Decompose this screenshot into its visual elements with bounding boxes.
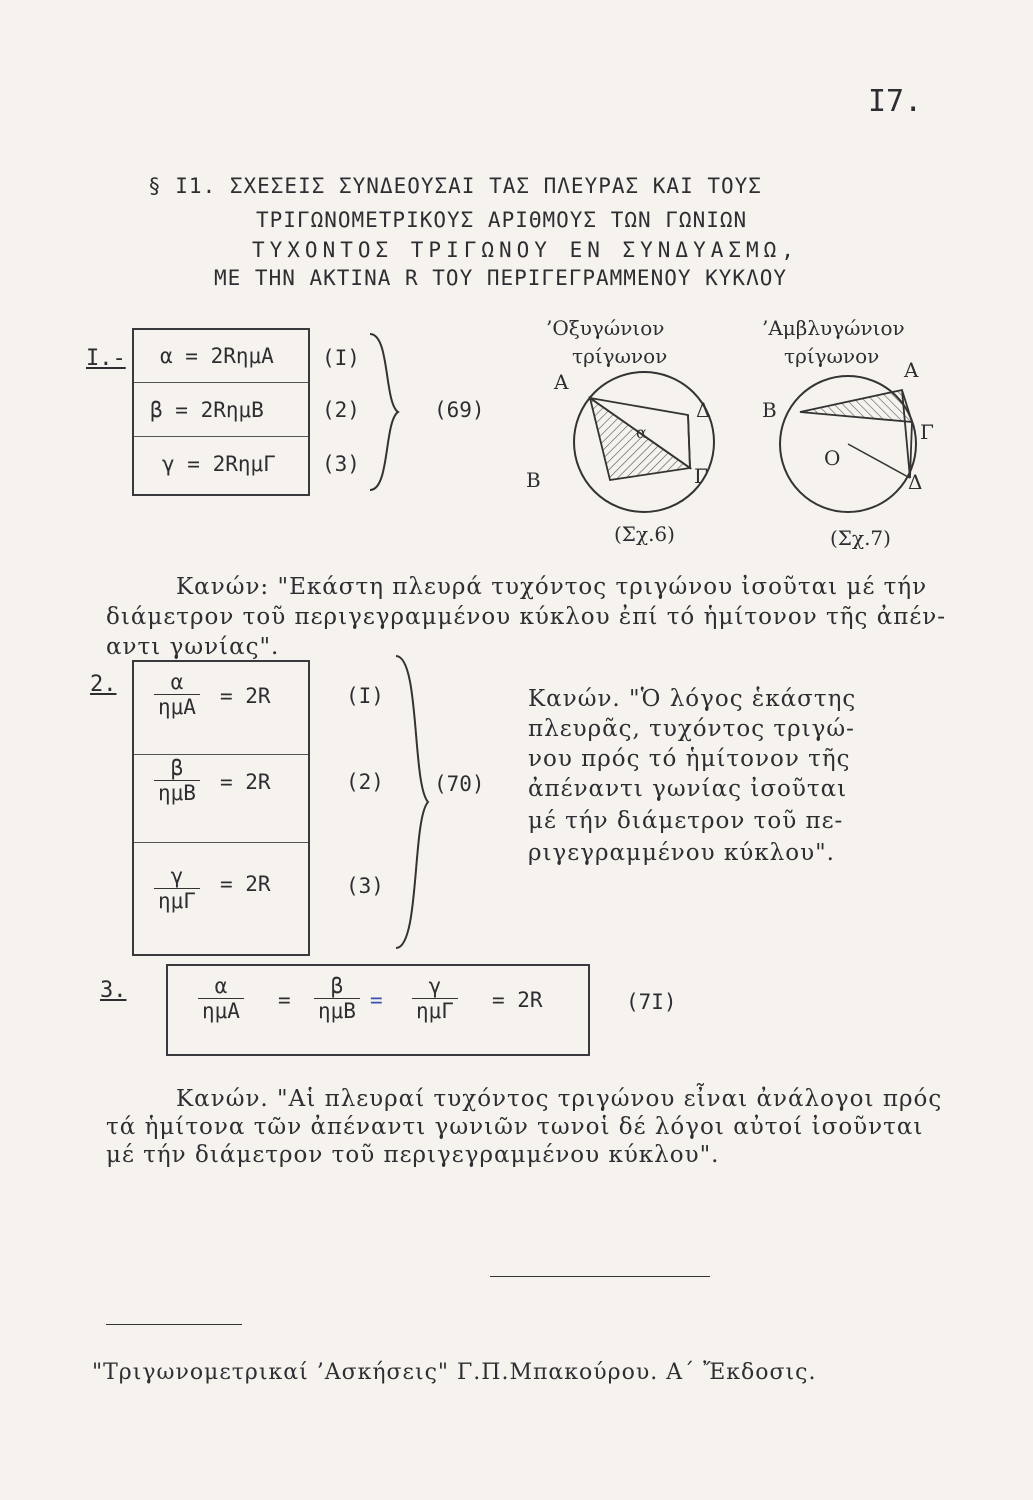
figure-6-caption: (Σχ.6) [614, 522, 675, 546]
figure-6-acute-triangle [540, 360, 740, 530]
section-3-equals-1: = [278, 988, 291, 1012]
obtuse-caption-2: τρίγωνον [784, 344, 880, 368]
obtuse-caption-1: ’Αμβλυγώνιον [762, 316, 905, 340]
section-3-fraction-g-numerator: γ [412, 974, 458, 999]
section-3-rhs: = 2R [492, 988, 543, 1012]
section-2-fraction-2-numerator: β [154, 756, 200, 781]
heading-line-3: ΤΥΧΟΝΤΟΣ ΤΡΙΓΩΝΟΥ ΕΝ ΣΥΝΔΥΑΣΜΩ, [252, 238, 799, 262]
heading-line-1: § I1. ΣΧΕΣΕΙΣ ΣΥΝΔΕΟΥΣΑΙ ΤΑΣ ΠΛΕΥΡΑΣ ΚΑΙ ΤΟΥΣ [148, 174, 762, 198]
section-2-brace [394, 654, 434, 954]
rule-1-line-1: Κανών: "Εκάστη πλευρά τυχόντος τριγώνου ἰσοῦται μέ τήν [176, 574, 928, 600]
figure-7-label-A: Α [904, 358, 919, 382]
section-3-fraction-a [198, 974, 244, 1023]
section-1-group-number: (69) [434, 398, 485, 422]
section-1-eq-1: α = 2RημΑ [160, 344, 274, 368]
rule-3-line-2: τά ἡμίτονα τῶν ἀπέναντι γωνιῶν τωνοἱ δέ λόγοι αὐτοί ἰσοῦνται [106, 1114, 924, 1140]
section-1-number-3: (3) [322, 452, 360, 476]
acute-caption-1: ’Οξυγώνιον [546, 316, 665, 340]
figure-6-label-A: Α [554, 370, 569, 394]
section-1-number-2: (2) [322, 398, 360, 422]
section-1-number-1: (I) [322, 346, 360, 370]
section-2-group-number: (70) [434, 772, 485, 796]
section-2-fraction-2 [154, 756, 200, 805]
heading-line-4: ΜΕ ΤΗΝ ΑΚΤΙΝΑ R ΤΟΥ ΠΕΡΙΓΕΓΡΑΜΜΕΝΟΥ ΚΥΚΛΟΥ [214, 266, 788, 290]
figure-7-label-B: Β [762, 398, 777, 422]
rule-2-line-4: ἀπέναντι γωνίας ἰσοῦται [528, 776, 848, 802]
section-3-equals-2: = [370, 988, 383, 1012]
section-3-label: 3. [100, 978, 127, 1003]
heading-line-2: ΤΡΙΓΩΝΟΜΕΤΡΙΚΟΥΣ ΑΡΙΘΜΟΥΣ ΤΩΝ ΓΩΝΙΩΝ [256, 208, 748, 232]
section-3-fraction-a-denominator: ημΑ [202, 999, 240, 1023]
rule-2-line-2: πλευρᾶς, τυχόντος τριγώ- [528, 716, 855, 742]
rule-2-line-5: μέ τήν διάμετρον τοῦ πε- [528, 808, 844, 834]
section-1-divider-2 [134, 436, 308, 437]
rule-1-line-2: διάμετρον τοῦ περιγεγραμμένου κύκλου ἐπί τό ἡμίτονον τῆς ἀπέν- [106, 604, 947, 630]
page-number: I7. [868, 84, 923, 119]
section-3-fraction-g [412, 974, 458, 1023]
figure-6-label-B: Β [526, 468, 541, 492]
section-2-label: 2. [90, 672, 117, 697]
footnote: "Τριγωνομετρικαί ’Ασκήσεις" Γ.Π.Μπακούρου. Α΄ Ἔκδοσις. [92, 1360, 817, 1385]
figure-6-label-D: Δ [696, 398, 711, 422]
section-2-fraction-3-numerator: γ [154, 864, 200, 889]
section-1-eq-2: β = 2RημΒ [150, 398, 264, 422]
section-2-fraction-3-rhs: = 2R [220, 872, 271, 896]
section-1-label: I.- [86, 346, 126, 371]
section-2-fraction-1-denominator: ημΑ [158, 695, 196, 719]
section-3-fraction-b-denominator: ημΒ [318, 999, 356, 1023]
section-3-fraction-b-numerator: β [314, 974, 360, 999]
rule-2-line-6: ριγεγραμμένου κύκλου". [528, 840, 835, 866]
section-2-number-3: (3) [346, 874, 384, 898]
section-3-fraction-g-denominator: ημΓ [416, 999, 454, 1023]
section-3-fraction-b [314, 974, 360, 1023]
section-1-brace [368, 332, 404, 494]
section-1-eq-3: γ = 2RημΓ [162, 452, 276, 476]
section-2-fraction-2-denominator: ημΒ [158, 781, 196, 805]
rule-3-line-1: Κανών. "Αἱ πλευραί τυχόντος τριγώνου εἶναι ἀνάλογοι πρός [176, 1086, 943, 1112]
section-2-fraction-1 [154, 670, 200, 719]
footnote-separator [106, 1324, 242, 1325]
figure-7-label-D: Δ [908, 470, 923, 494]
figure-7-label-G: Γ [920, 420, 934, 444]
section-2-number-2: (2) [346, 770, 384, 794]
rule-3-line-3: μέ τήν διάμετρον τοῦ περιγεγραμμένου κύκλου". [106, 1142, 720, 1168]
section-2-fraction-1-rhs: = 2R [220, 684, 271, 708]
section-2-number-1: (I) [346, 684, 384, 708]
end-rule [490, 1276, 710, 1277]
figure-7-caption: (Σχ.7) [830, 526, 891, 550]
svg-text:α: α [636, 423, 647, 442]
figure-6-label-G: Γ [694, 464, 708, 488]
acute-caption-2: τρίγωνον [572, 344, 668, 368]
section-2-divider-1 [134, 754, 308, 755]
rule-2-line-1: Κανών. "Ὁ λόγος ἑκάστης [528, 686, 857, 712]
figure-7-obtuse-triangle [770, 366, 950, 526]
rule-1-line-3: αντι γωνίας". [106, 634, 280, 660]
section-3-equation-number: (7I) [626, 990, 677, 1014]
section-3-fraction-a-numerator: α [198, 974, 244, 999]
section-1-divider-1 [134, 382, 308, 383]
section-2-fraction-3-denominator: ημΓ [158, 889, 196, 913]
section-2-fraction-3 [154, 864, 200, 913]
section-2-divider-2 [134, 842, 308, 843]
rule-2-line-3: νου πρός τό ἡμίτονον τῆς [528, 746, 851, 772]
figure-7-label-O: Ο [824, 446, 841, 470]
section-2-fraction-1-numerator: α [154, 670, 200, 695]
section-2-fraction-2-rhs: = 2R [220, 770, 271, 794]
